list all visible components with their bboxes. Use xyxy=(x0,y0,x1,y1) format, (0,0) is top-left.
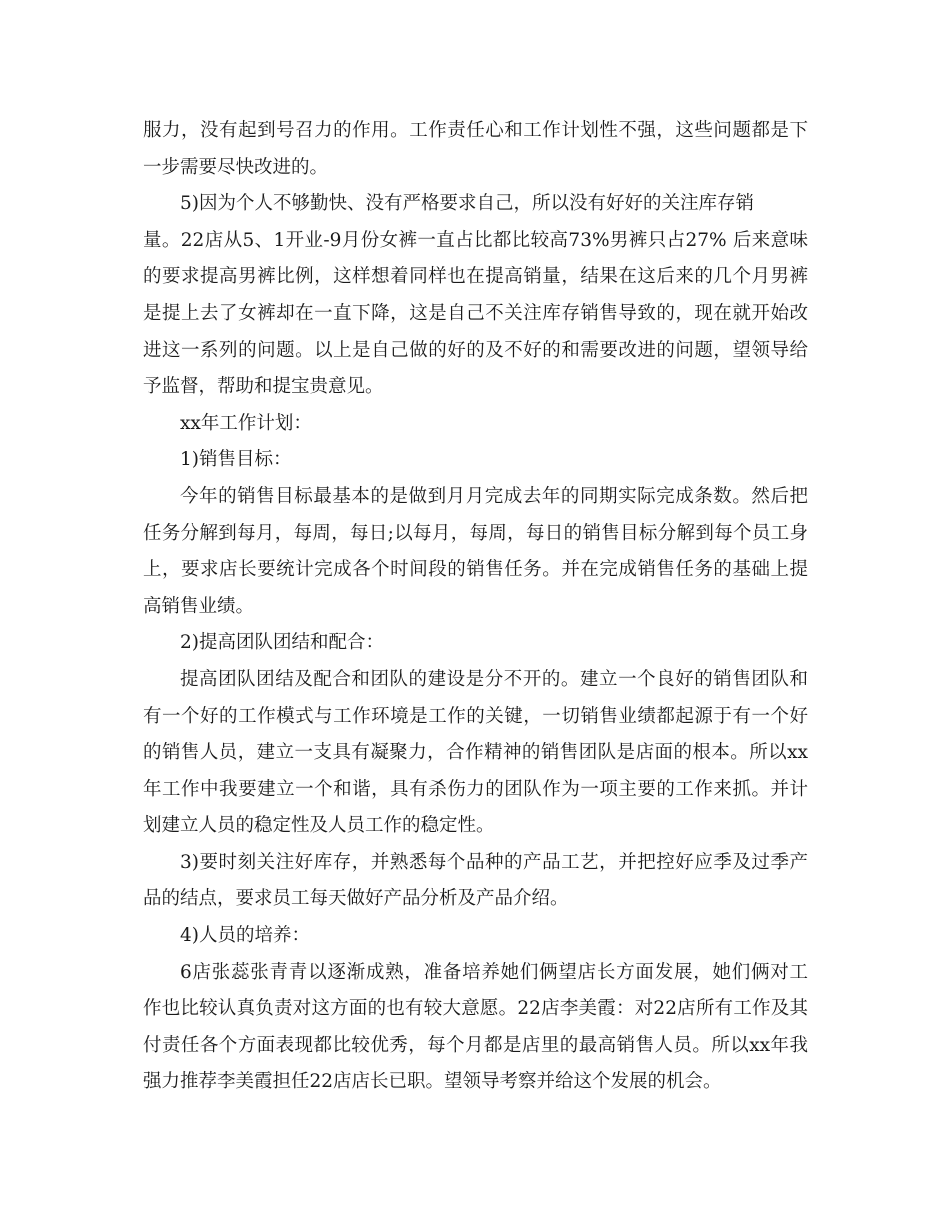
text-line: 3)要时刻关注好库存，并熟悉每个品种的产品工艺，并把控好应季及过季产 xyxy=(180,851,808,873)
text-line: 服力，没有起到号召力的作用。工作责任心和工作计划性不强，这些问题都是下 xyxy=(143,120,808,141)
text-line: 2)提高团队团结和配合： xyxy=(180,632,384,654)
document-body xyxy=(143,113,808,1101)
text-line: 品的结点，要求员工每天做好产品分析及产品介绍。 xyxy=(143,888,569,910)
text-line: 的销售人员，建立一支具有凝聚力，合作精神的销售团队是店面的根本。所以xx xyxy=(143,742,808,764)
text-line: 6店张蕊张青青以逐渐成熟，准备培养她们俩望店长方面发展，她们俩对工 xyxy=(180,961,808,983)
text-line: 任务分解到每月，每周，每日;以每月，每周，每日的销售目标分解到每个员工身 xyxy=(143,522,808,544)
text-line: 今年的销售目标最基本的是做到月月完成去年的同期实际完成条数。然后把 xyxy=(180,485,808,507)
text-line: 进这一系列的问题。以上是自己做的好的及不好的和需要改进的问题，望领导给 xyxy=(143,339,808,361)
text-line: 提高团队团结及配合和团队的建设是分不开的。建立一个良好的销售团队和 xyxy=(180,668,808,690)
text-line: 付责任各个方面表现都比较优秀，每个月都是店里的最高销售人员。所以xx年我 xyxy=(143,1034,808,1056)
text-line: 强力推荐李美霞担任22店店长已职。望领导考察并给这个发展的机会。 xyxy=(143,1071,722,1093)
text-line: 作也比较认真负责对这方面的也有较大意愿。22店李美霞：对22店所有工作及其 xyxy=(143,998,808,1020)
text-line: 予监督，帮助和提宝贵意见。 xyxy=(143,376,384,398)
text-line: 有一个好的工作模式与工作环境是工作的关键，一切销售业绩都起源于有一个好 xyxy=(143,705,808,727)
text-line: 上，要求店长要统计完成各个时间段的销售任务。并在完成销售任务的基础上提 xyxy=(143,559,808,581)
text-line: 的要求提高男裤比例，这样想着同样也在提高销量，结果在这后来的几个月男裤 xyxy=(143,266,808,288)
text-line: 1)销售目标： xyxy=(180,449,292,471)
text-line: 量。22店从5、1开业-9月份女裤一直占比都比较高73%男裤只占27% 后来意味 xyxy=(143,229,808,251)
text-line: 划建立人员的稳定性及人员工作的稳定性。 xyxy=(143,815,495,837)
text-line: 一步需要尽快改进的。 xyxy=(143,156,329,178)
text-line: 年工作中我要建立一个和谐，具有杀伤力的团队作为一项主要的工作来抓。并计 xyxy=(143,778,808,800)
text-line: 4)人员的培养： xyxy=(180,925,310,947)
text-line: 高销售业绩。 xyxy=(143,595,255,617)
text-line: 是提上去了女裤却在一直下降，这是自己不关注库存销售导致的，现在就开始改 xyxy=(143,302,808,324)
text-line: 5)因为个人不够勤快、没有严格要求自己，所以没有好好的关注库存销 xyxy=(180,193,754,215)
text-line: xx年工作计划： xyxy=(180,412,312,434)
